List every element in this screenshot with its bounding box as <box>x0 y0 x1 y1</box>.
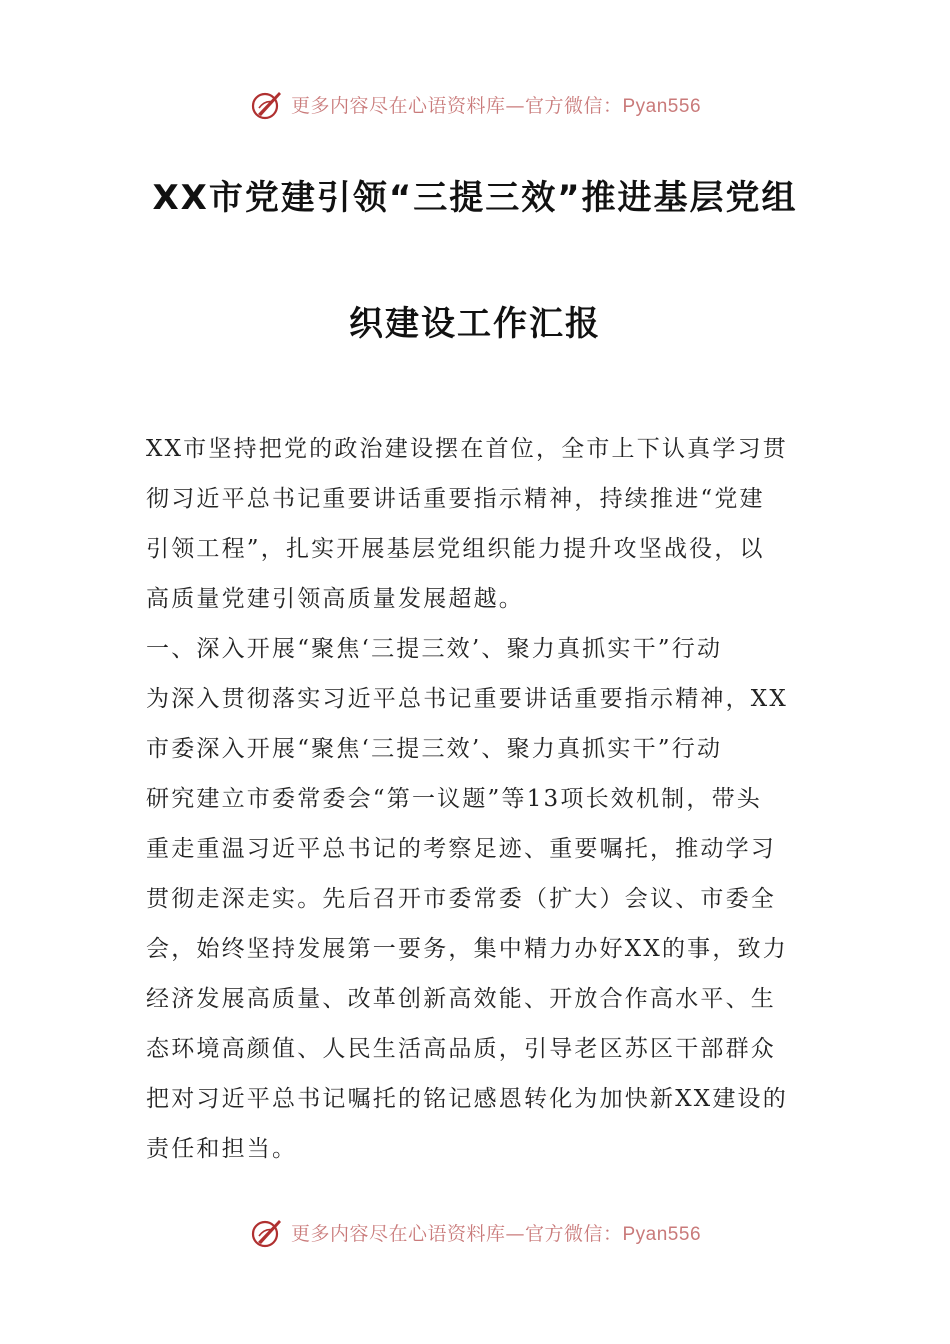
body-line: 经济发展高质量、改革创新高效能、开放合作高水平、生 <box>146 986 776 1012</box>
body-line: 会，始终坚持发展第一要务，集中精力办好XX的事，致力 <box>146 936 788 962</box>
body-line: 研究建立市委常委会“第一议题”等13项长效机制，带头 <box>146 786 762 812</box>
watermark-label: 更多内容尽在心语资料库—官方微信： <box>290 1222 623 1245</box>
document-title-line-2: 织建设工作汇报 <box>349 304 601 344</box>
section-heading: 一、深入开展“聚焦‘三提三效’、聚力真抓实干”行动 <box>146 636 723 662</box>
body-line: 高质量党建引领高质量发展超越。 <box>146 586 524 612</box>
footer-watermark <box>0 1212 950 1252</box>
watermark-wechat-id: Pyan556 <box>622 1223 702 1245</box>
document-title-line-1: XX市党建引领“三提三效”推进基层党组 <box>152 178 798 218</box>
body-line: 重走重温习近平总书记的考察足迹、重要嘱托，推动学习 <box>146 836 776 862</box>
body-line: 引领工程”，扎实开展基层党组织能力提升攻坚战役，以 <box>146 536 765 562</box>
body-line: 责任和担当。 <box>146 1136 298 1162</box>
watermark-label: 更多内容尽在心语资料库—官方微信： <box>290 94 623 117</box>
body-line: 态环境高颜值、人民生活高品质，引导老区苏区干部群众 <box>146 1036 776 1062</box>
header-watermark <box>0 84 950 124</box>
document-body <box>146 424 810 1174</box>
body-line: XX市坚持把党的政治建设摆在首位，全市上下认真学习贯 <box>146 436 788 462</box>
watermark-text <box>291 91 701 118</box>
body-line: 贯彻走深走实。先后召开市委常委（扩大）会议、市委全 <box>146 886 776 912</box>
body-line: 市委深入开展“聚焦‘三提三效’、聚力真抓实干”行动 <box>146 736 723 762</box>
quill-logo-icon <box>249 86 285 122</box>
watermark-text <box>291 1219 701 1246</box>
quill-logo-icon <box>249 1214 285 1250</box>
body-line: 把对习近平总书记嘱托的铭记感恩转化为加快新XX建设的 <box>146 1086 788 1112</box>
watermark-wechat-id: Pyan556 <box>622 95 702 117</box>
body-line: 为深入贯彻落实习近平总书记重要讲话重要指示精神，XX <box>146 686 788 712</box>
body-line: 彻习近平总书记重要讲话重要指示精神，持续推进“党建 <box>146 486 765 512</box>
